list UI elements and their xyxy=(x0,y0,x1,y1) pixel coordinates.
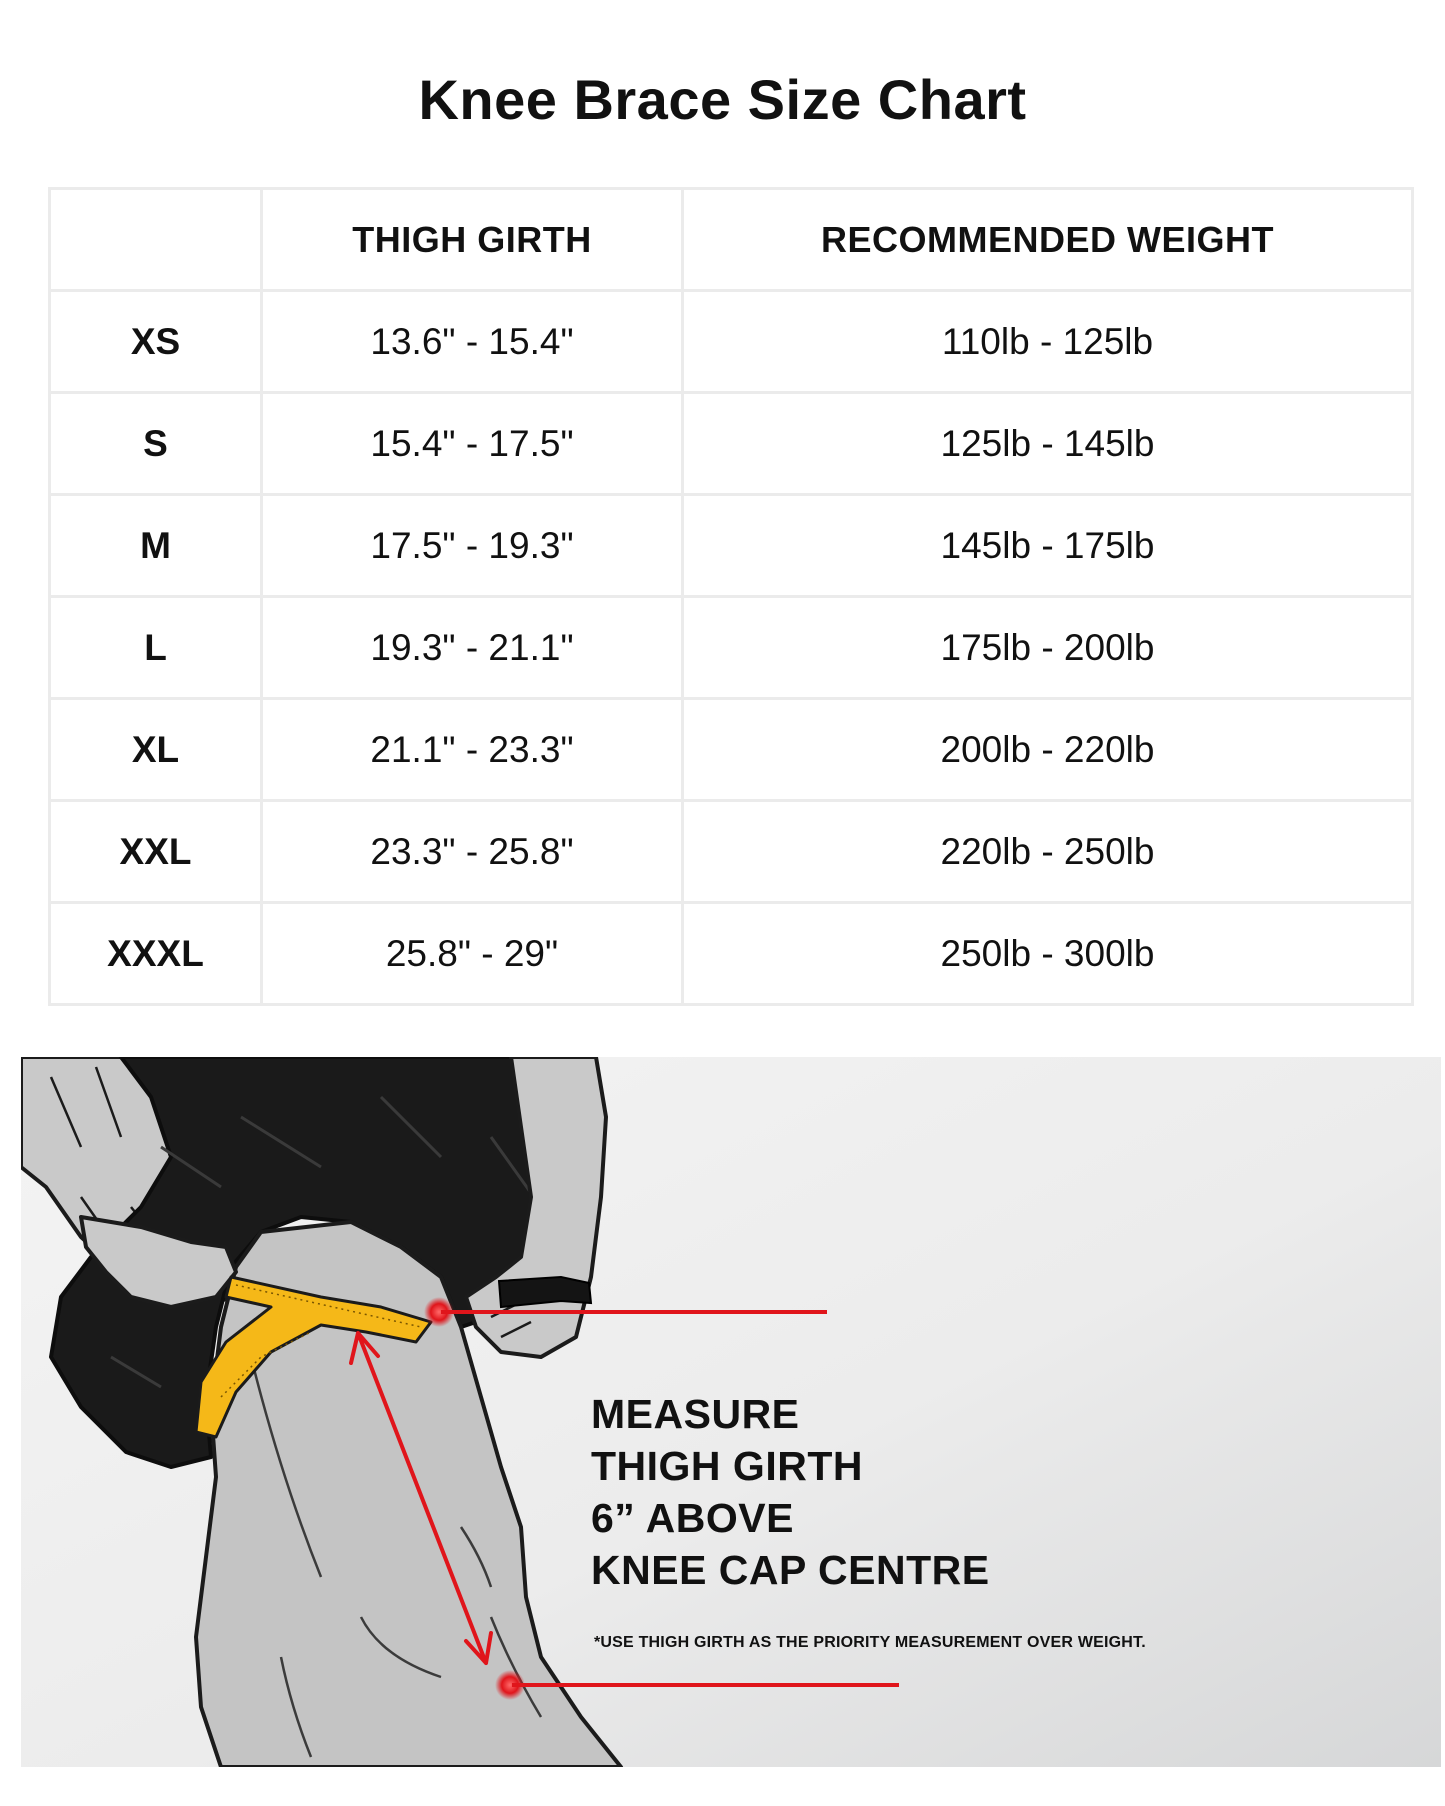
weight-cell: 250lb - 300lb xyxy=(683,903,1413,1005)
measurement-instruction xyxy=(591,1388,990,1596)
table-row xyxy=(50,903,1413,1005)
page-title: Knee Brace Size Chart xyxy=(418,68,1027,131)
size-cell: L xyxy=(50,597,262,699)
weight-cell: 220lb - 250lb xyxy=(683,801,1413,903)
size-cell: XS xyxy=(50,291,262,393)
table-row xyxy=(50,495,1413,597)
weight-cell: 145lb - 175lb xyxy=(683,495,1413,597)
weight-cell: 110lb - 125lb xyxy=(683,291,1413,393)
instruction-line: 6” ABOVE xyxy=(591,1495,794,1541)
table-row xyxy=(50,291,1413,393)
thigh-girth-cell: 23.3" - 25.8" xyxy=(262,801,683,903)
thigh-girth-cell: 13.6" - 15.4" xyxy=(262,291,683,393)
size-cell: S xyxy=(50,393,262,495)
size-cell: XXXL xyxy=(50,903,262,1005)
size-cell: XXL xyxy=(50,801,262,903)
table-row xyxy=(50,597,1413,699)
header-thigh-girth: THIGH GIRTH xyxy=(262,189,683,291)
thigh-girth-cell: 21.1" - 23.3" xyxy=(262,699,683,801)
header-size xyxy=(50,189,262,291)
size-chart-table xyxy=(48,187,1414,1006)
table-row xyxy=(50,699,1413,801)
instruction-line: MEASURE xyxy=(591,1391,800,1437)
table-row xyxy=(50,393,1413,495)
priority-footnote: *USE THIGH GIRTH AS THE PRIORITY MEASUREMENT OVER WEIGHT. xyxy=(594,1634,1146,1651)
weight-cell: 125lb - 145lb xyxy=(683,393,1413,495)
thigh-girth-cell: 15.4" - 17.5" xyxy=(262,393,683,495)
size-cell: M xyxy=(50,495,262,597)
weight-cell: 200lb - 220lb xyxy=(683,699,1413,801)
table-row xyxy=(50,801,1413,903)
size-cell: XL xyxy=(50,699,262,801)
instruction-line: KNEE CAP CENTRE xyxy=(591,1547,990,1593)
thigh-girth-cell: 25.8" - 29" xyxy=(262,903,683,1005)
weight-cell: 175lb - 200lb xyxy=(683,597,1413,699)
thigh-girth-cell: 17.5" - 19.3" xyxy=(262,495,683,597)
header-recommended-weight: RECOMMENDED WEIGHT xyxy=(683,189,1413,291)
thigh-girth-cell: 19.3" - 21.1" xyxy=(262,597,683,699)
table-header-row xyxy=(50,189,1413,291)
instruction-line: THIGH GIRTH xyxy=(591,1443,863,1489)
wristwatch xyxy=(499,1277,591,1307)
